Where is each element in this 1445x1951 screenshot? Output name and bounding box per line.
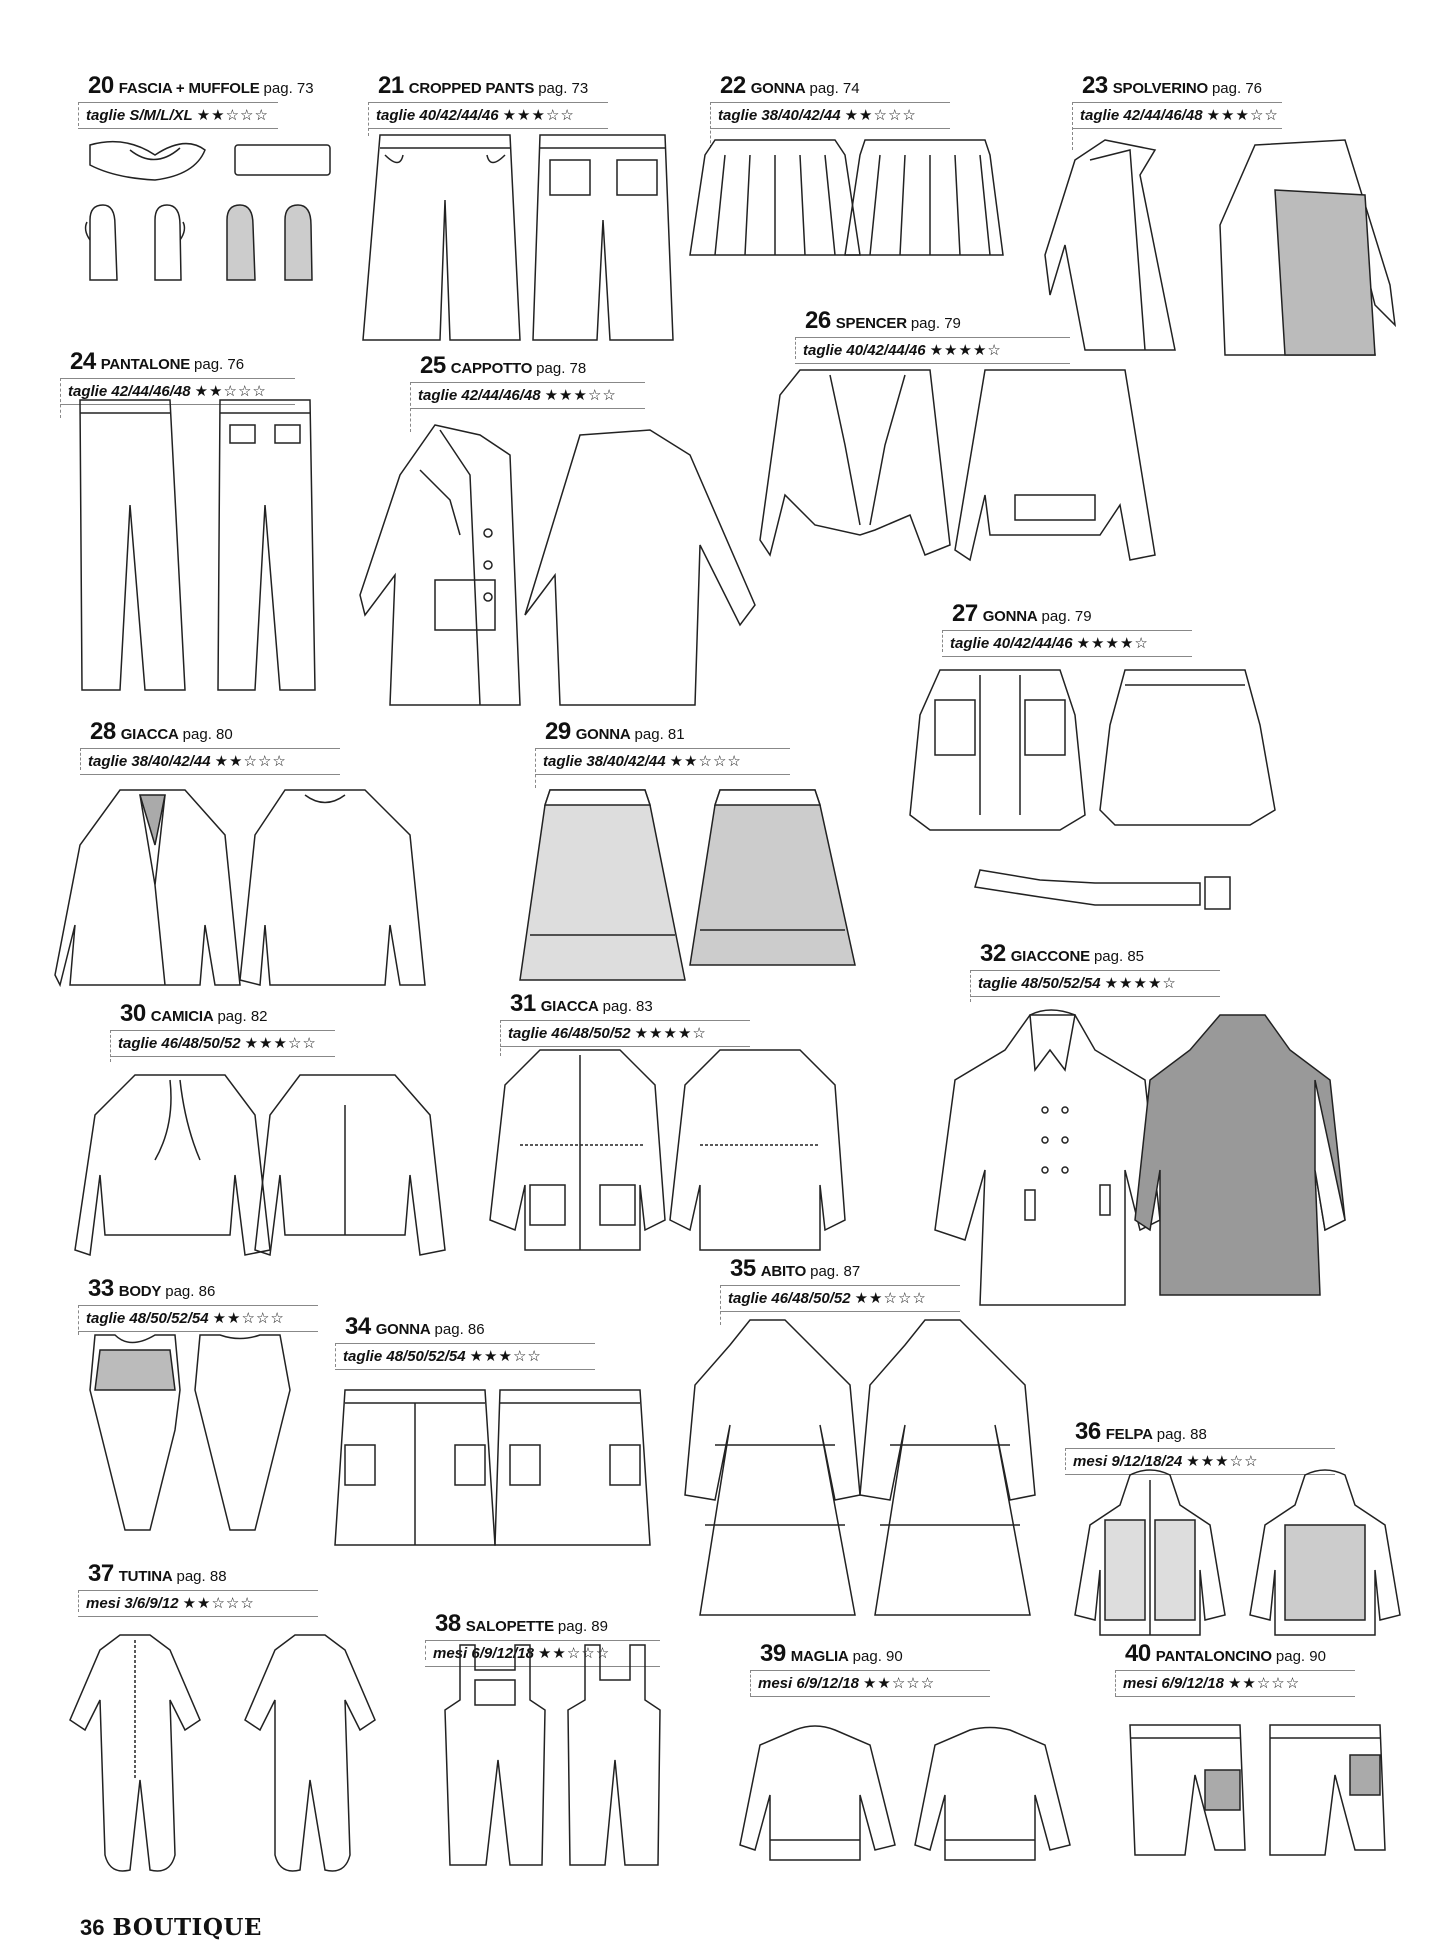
item-heading: [1082, 72, 1262, 100]
cappotto-drawing: [360, 415, 760, 710]
size-label: taglie: [68, 383, 108, 400]
item-number: 22: [720, 72, 746, 99]
item-name: CROPPED PANTS: [408, 80, 535, 97]
difficulty-stars: ★★☆☆☆: [537, 1645, 611, 1662]
item-number: 25: [420, 352, 446, 379]
size-label: taglie: [803, 342, 843, 359]
item-heading: [70, 348, 244, 376]
heading-side-rule: [535, 748, 536, 788]
item-number: 37: [88, 1560, 114, 1587]
size-label: mesi: [1123, 1675, 1158, 1692]
sizes-rule: [795, 363, 1070, 364]
abito-drawing: [660, 1315, 1060, 1620]
item-page-ref: pag. 87: [810, 1263, 861, 1280]
cropped-pants-drawing: [355, 130, 675, 345]
magazine-brand: BOUTIQUE: [112, 1914, 262, 1941]
difficulty-stars: ★★☆☆☆: [1227, 1675, 1301, 1692]
size-label: mesi: [758, 1675, 793, 1692]
heading-side-rule: [60, 378, 61, 418]
item-page-ref: pag. 89: [557, 1618, 608, 1635]
item-number: 28: [90, 718, 116, 745]
item-sizes-line: [718, 106, 917, 124]
difficulty-stars: ★★★☆☆: [1186, 1453, 1259, 1470]
difficulty-stars: ★★★☆☆: [244, 1035, 317, 1052]
item-page-ref: pag. 79: [910, 315, 961, 332]
item-heading: [510, 990, 653, 1018]
item-number: 31: [510, 990, 536, 1017]
size-values: S/M/L/XL: [129, 107, 193, 124]
item-heading: [435, 1610, 608, 1638]
item-name: SPOLVERINO: [1112, 80, 1208, 97]
difficulty-stars: ★★☆☆☆: [669, 753, 742, 770]
difficulty-stars: ★★☆☆☆: [212, 1310, 285, 1327]
size-values: 40/42/44/46: [993, 635, 1073, 652]
sizes-rule: [78, 1616, 318, 1617]
gonna-34-drawing: [330, 1385, 655, 1550]
size-label: mesi: [86, 1595, 121, 1612]
difficulty-stars: ★★★★☆: [634, 1025, 707, 1042]
item-sizes-line: [978, 974, 1177, 992]
heading-rule: [80, 748, 340, 749]
item-heading: [420, 352, 586, 380]
heading-side-rule: [80, 748, 81, 770]
item-name: TUTINA: [118, 1568, 173, 1585]
item-heading: [545, 718, 685, 746]
item-page-ref: pag. 82: [217, 1008, 268, 1025]
difficulty-stars: ★★★★☆: [1104, 975, 1177, 992]
heading-rule: [1065, 1448, 1335, 1449]
item-name: BODY: [118, 1283, 162, 1300]
difficulty-stars: ★★☆☆☆: [194, 383, 267, 400]
item-page-ref: pag. 85: [1093, 948, 1144, 965]
size-label: taglie: [543, 753, 583, 770]
giacca-31-drawing: [485, 1045, 865, 1255]
item-number: 29: [545, 718, 571, 745]
difficulty-stars: ★★☆☆☆: [196, 107, 269, 124]
size-values: 48/50/52/54: [1021, 975, 1101, 992]
sizes-rule: [1115, 1696, 1355, 1697]
heading-rule: [410, 382, 645, 383]
size-values: 9/12/18/24: [1111, 1453, 1183, 1470]
item-number: 26: [805, 307, 831, 334]
gonna-22-drawing: [685, 135, 1005, 265]
page-number: 36: [80, 1915, 105, 1940]
item-number: 34: [345, 1313, 371, 1340]
headband-mittens-drawing: [85, 130, 335, 300]
item-heading: [88, 72, 314, 100]
difficulty-stars: ★★☆☆☆: [862, 1675, 936, 1692]
heading-rule: [720, 1285, 960, 1286]
item-sizes-line: [86, 1309, 285, 1327]
heading-side-rule: [1065, 1448, 1066, 1470]
item-heading: [120, 1000, 268, 1028]
item-sizes-line: [728, 1289, 927, 1307]
maglia-drawing: [740, 1725, 1090, 1865]
heading-rule: [795, 337, 1070, 338]
item-sizes-line: [343, 1347, 542, 1365]
heading-side-rule: [78, 1590, 79, 1612]
item-page-ref: pag. 74: [809, 80, 860, 97]
giacca-28-drawing: [55, 785, 425, 990]
size-values: 6/9/12/18: [796, 1675, 859, 1692]
item-page-ref: pag. 79: [1041, 608, 1092, 625]
felpa-drawing: [1060, 1470, 1415, 1640]
heading-rule: [750, 1670, 990, 1671]
size-label: taglie: [508, 1025, 548, 1042]
item-heading: [760, 1640, 903, 1668]
body-drawing: [80, 1330, 300, 1545]
size-label: taglie: [728, 1290, 768, 1307]
item-number: 23: [1082, 72, 1108, 99]
item-page-ref: pag. 76: [1211, 80, 1262, 97]
sizes-rule: [970, 996, 1220, 997]
difficulty-stars: ★★★☆☆: [544, 387, 617, 404]
size-values: 6/9/12/18: [1161, 1675, 1224, 1692]
sizes-rule: [1072, 128, 1282, 129]
heading-side-rule: [795, 337, 796, 359]
sizes-rule: [78, 128, 278, 129]
difficulty-stars: ★★★☆☆: [502, 107, 575, 124]
heading-rule: [78, 1590, 318, 1591]
size-values: 46/48/50/52: [161, 1035, 241, 1052]
heading-rule: [78, 1305, 318, 1306]
size-values: 46/48/50/52: [771, 1290, 851, 1307]
item-number: 33: [88, 1275, 114, 1302]
item-page-ref: pag. 88: [1156, 1426, 1207, 1443]
gonna-29-drawing: [515, 785, 860, 985]
difficulty-stars: ★★☆☆☆: [854, 1290, 927, 1307]
item-number: 20: [88, 72, 114, 99]
item-page-ref: pag. 78: [536, 360, 587, 377]
item-sizes-line: [508, 1024, 707, 1042]
item-number: 21: [378, 72, 404, 99]
item-number: 35: [730, 1255, 756, 1282]
size-label: mesi: [1073, 1453, 1108, 1470]
item-page-ref: pag. 88: [176, 1568, 227, 1585]
difficulty-stars: ★★☆☆☆: [182, 1595, 255, 1612]
item-number: 24: [70, 348, 96, 375]
giaccone-drawing: [935, 1010, 1355, 1310]
difficulty-stars: ★★☆☆☆: [214, 753, 287, 770]
item-name: PANTALONCINO: [1155, 1648, 1272, 1665]
heading-rule: [110, 1030, 335, 1031]
item-number: 39: [760, 1640, 786, 1667]
item-page-ref: pag. 90: [852, 1648, 903, 1665]
salopette-drawing: [430, 1640, 680, 1870]
heading-rule: [535, 748, 790, 749]
item-heading: [980, 940, 1144, 968]
item-name: GIACCA: [120, 726, 179, 743]
spencer-drawing: [760, 365, 1160, 565]
item-name: GONNA: [982, 608, 1038, 625]
sizes-rule: [710, 128, 950, 129]
size-values: 38/40/42/44: [586, 753, 666, 770]
size-values: 42/44/46/48: [1123, 107, 1203, 124]
size-values: 42/44/46/48: [111, 383, 191, 400]
difficulty-stars: ★★★☆☆: [1206, 107, 1279, 124]
heading-rule: [942, 630, 1192, 631]
heading-rule: [335, 1343, 595, 1344]
item-heading: [720, 72, 860, 100]
size-label: taglie: [86, 1310, 126, 1327]
item-name: FASCIA + MUFFOLE: [118, 80, 260, 97]
item-name: GIACCONE: [1010, 948, 1090, 965]
item-page-ref: pag. 76: [194, 356, 245, 373]
size-values: 42/44/46/48: [461, 387, 541, 404]
size-values: 3/6/9/12: [124, 1595, 179, 1612]
heading-side-rule: [750, 1670, 751, 1696]
item-sizes-line: [1080, 106, 1279, 124]
size-label: taglie: [418, 387, 458, 404]
item-name: PANTALONE: [100, 356, 191, 373]
sizes-rule: [368, 128, 608, 129]
sizes-rule: [80, 774, 340, 775]
heading-side-rule: [78, 102, 79, 126]
item-sizes-line: [1073, 1452, 1259, 1470]
item-heading: [345, 1313, 485, 1341]
item-sizes-line: [418, 386, 617, 404]
item-name: SALOPETTE: [465, 1618, 554, 1635]
gonna-27-drawing: [910, 665, 1290, 925]
item-name: CAPPOTTO: [450, 360, 533, 377]
heading-side-rule: [335, 1343, 336, 1367]
item-sizes-line: [543, 752, 742, 770]
item-number: 38: [435, 1610, 461, 1637]
item-heading: [90, 718, 233, 746]
item-page-ref: pag. 86: [165, 1283, 216, 1300]
item-heading: [1125, 1640, 1326, 1668]
item-number: 27: [952, 600, 978, 627]
sizes-rule: [720, 1311, 960, 1312]
page-footer: [80, 1914, 262, 1941]
item-name: CAMICIA: [150, 1008, 214, 1025]
size-label: taglie: [88, 753, 128, 770]
size-values: 6/9/12/18: [471, 1645, 534, 1662]
item-number: 40: [1125, 1640, 1151, 1667]
heading-side-rule: [78, 1305, 79, 1335]
heading-side-rule: [425, 1640, 426, 1660]
size-label: taglie: [376, 107, 416, 124]
item-heading: [952, 600, 1092, 628]
item-page-ref: pag. 86: [434, 1321, 485, 1338]
item-sizes-line: [118, 1034, 317, 1052]
heading-side-rule: [110, 1030, 111, 1062]
item-heading: [805, 307, 961, 335]
item-sizes-line: [1123, 1674, 1300, 1692]
heading-rule: [970, 970, 1220, 971]
size-values: 40/42/44/46: [419, 107, 499, 124]
size-label: taglie: [86, 107, 126, 124]
item-sizes-line: [88, 752, 287, 770]
item-page-ref: pag. 80: [182, 726, 233, 743]
item-name: GONNA: [750, 80, 806, 97]
pantalone-drawing: [70, 395, 325, 695]
item-heading: [730, 1255, 860, 1283]
size-values: 48/50/52/54: [129, 1310, 209, 1327]
difficulty-stars: ★★★★☆: [1076, 635, 1149, 652]
item-page-ref: pag. 73: [263, 80, 314, 97]
item-sizes-line: [376, 106, 575, 124]
size-values: 48/50/52/54: [386, 1348, 466, 1365]
size-label: taglie: [1080, 107, 1120, 124]
item-name: GONNA: [575, 726, 631, 743]
size-label: taglie: [950, 635, 990, 652]
item-heading: [88, 1560, 227, 1588]
difficulty-stars: ★★☆☆☆: [844, 107, 917, 124]
heading-rule: [500, 1020, 750, 1021]
item-page-ref: pag. 73: [538, 80, 589, 97]
sizes-rule: [535, 774, 790, 775]
sizes-rule: [410, 408, 645, 409]
item-sizes-line: [950, 634, 1149, 652]
item-number: 32: [980, 940, 1006, 967]
item-heading: [1075, 1418, 1207, 1446]
item-sizes-line: [803, 341, 1002, 359]
heading-rule: [1072, 102, 1282, 103]
size-label: taglie: [978, 975, 1018, 992]
spolverino-drawing: [1045, 135, 1405, 365]
item-page-ref: pag. 83: [602, 998, 653, 1015]
item-page-ref: pag. 81: [634, 726, 685, 743]
heading-rule: [60, 378, 295, 379]
heading-rule: [1115, 1670, 1355, 1671]
item-sizes-line: [86, 1594, 255, 1612]
item-name: GIACCA: [540, 998, 599, 1015]
item-name: GONNA: [375, 1321, 431, 1338]
item-heading: [378, 72, 588, 100]
item-name: MAGLIA: [790, 1648, 849, 1665]
item-sizes-line: [758, 1674, 935, 1692]
size-values: 38/40/42/44: [761, 107, 841, 124]
heading-side-rule: [970, 970, 971, 1002]
size-values: 46/48/50/52: [551, 1025, 631, 1042]
sizes-rule: [335, 1369, 595, 1370]
size-label: taglie: [118, 1035, 158, 1052]
sizes-rule: [942, 656, 1192, 657]
heading-rule: [78, 102, 278, 103]
tutina-drawing: [55, 1630, 390, 1880]
item-sizes-line: [86, 106, 269, 124]
item-heading: [88, 1275, 215, 1303]
camicia-drawing: [75, 1065, 450, 1265]
item-name: FELPA: [1105, 1426, 1153, 1443]
difficulty-stars: ★★★☆☆: [469, 1348, 542, 1365]
size-label: mesi: [433, 1645, 468, 1662]
item-name: ABITO: [760, 1263, 807, 1280]
item-number: 36: [1075, 1418, 1101, 1445]
heading-side-rule: [1115, 1670, 1116, 1696]
item-name: SPENCER: [835, 315, 907, 332]
item-page-ref: pag. 90: [1275, 1648, 1326, 1665]
size-label: taglie: [343, 1348, 383, 1365]
heading-side-rule: [942, 630, 943, 652]
item-number: 30: [120, 1000, 146, 1027]
size-label: taglie: [718, 107, 758, 124]
sizes-rule: [750, 1696, 990, 1697]
difficulty-stars: ★★★★☆: [929, 342, 1002, 359]
sizes-rule: [110, 1056, 335, 1057]
heading-rule: [710, 102, 950, 103]
size-values: 38/40/42/44: [131, 753, 211, 770]
heading-rule: [368, 102, 608, 103]
size-values: 40/42/44/46: [846, 342, 926, 359]
pantaloncino-drawing: [1120, 1720, 1390, 1875]
